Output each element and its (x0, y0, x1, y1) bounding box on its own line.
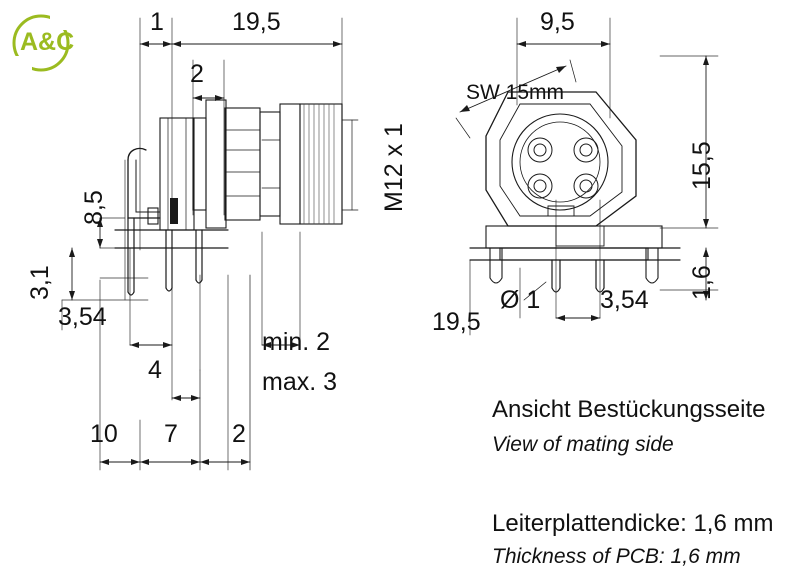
dimension-label-sw15: SW 15mm (466, 81, 565, 104)
dimension-label-19-5-right: 19,5 (432, 308, 481, 336)
dimension-label-3-54-right: 3,54 (600, 286, 649, 314)
dimension-label-9-5: 9,5 (540, 8, 575, 36)
dimension-label-4: 4 (148, 356, 162, 384)
dimension-label-15-5: 15,5 (688, 141, 716, 190)
dimension-label-3-54-left: 3,54 (58, 303, 107, 331)
dimension-label-10: 10 (90, 420, 118, 448)
dimension-label-1: 1 (150, 8, 164, 36)
dimension-label-2-top: 2 (190, 60, 204, 88)
dimension-label-m12x1: M12 x 1 (380, 123, 408, 212)
caption-mating-side-de: Ansicht Bestückungsseite (492, 396, 766, 423)
dimension-label-max-3: max. 3 (262, 368, 338, 396)
dimension-label-19-5: 19,5 (232, 8, 281, 36)
logo-text: A&C (20, 28, 75, 56)
caption-mating-side-en: View of mating side (492, 433, 674, 456)
dimension-label-7: 7 (164, 420, 178, 448)
dimension-label-3-1: 3,1 (26, 265, 54, 300)
dimension-label-2-bottom: 2 (232, 420, 246, 448)
caption-pcb-thickness-en: Thickness of PCB: 1,6 mm (492, 545, 741, 568)
dimension-label-1-6: 1,6 (688, 265, 716, 300)
dimension-label-diameter-1: Ø 1 (500, 286, 541, 314)
dimension-label-min-2: min. 2 (262, 328, 331, 356)
caption-pcb-thickness-de: Leiterplattendicke: 1,6 mm (492, 510, 774, 537)
dimension-label-8-5: 8,5 (80, 190, 108, 225)
